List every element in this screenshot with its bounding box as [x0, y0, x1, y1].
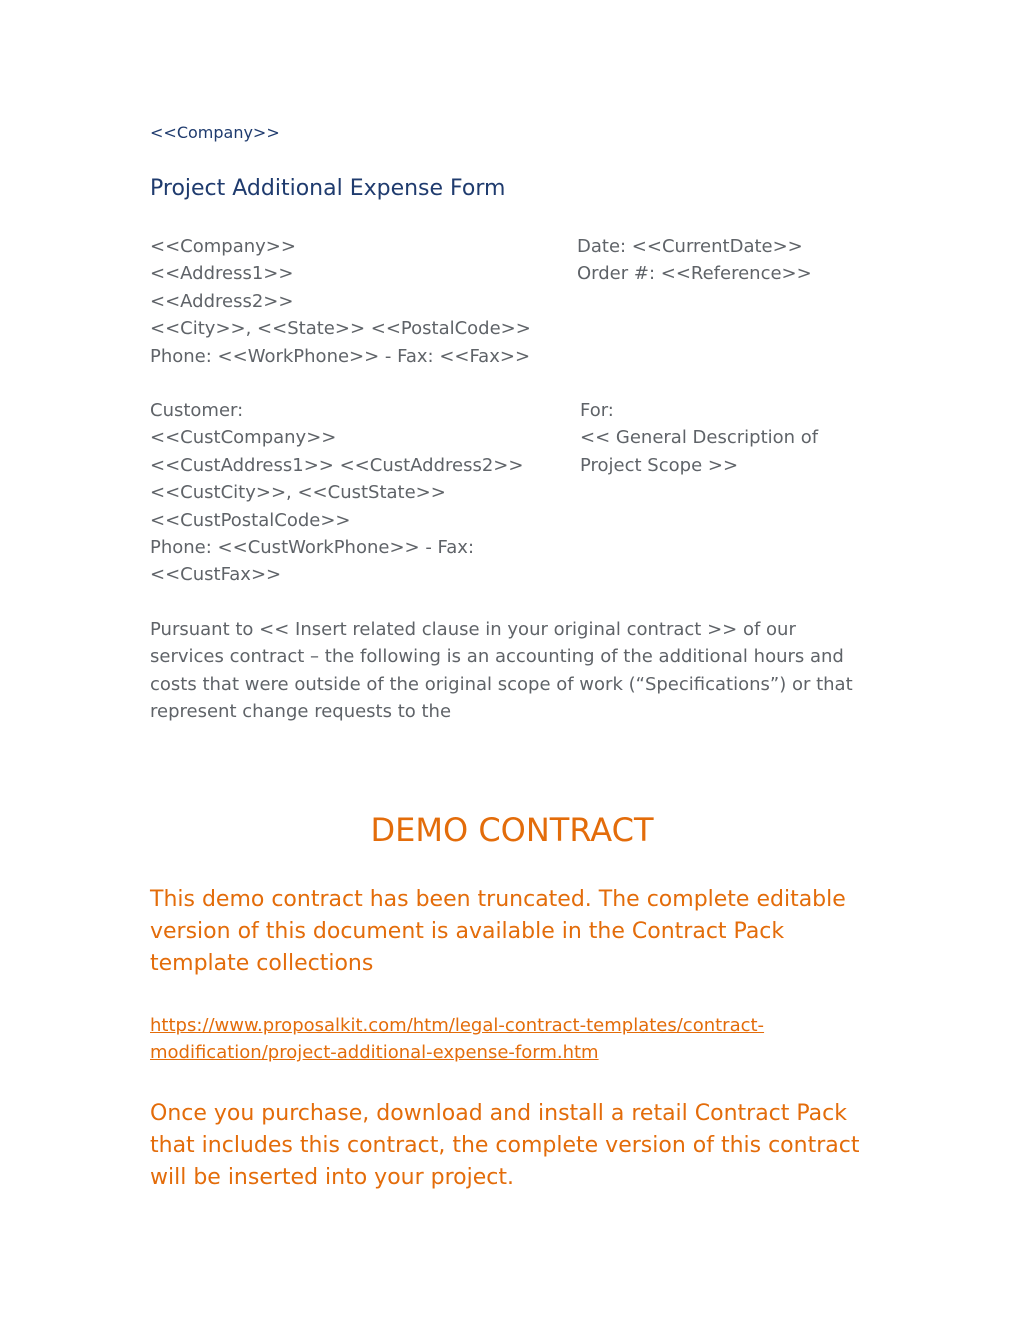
purchase-notice: Once you purchase, download and install a retail Contract Pack that includes this contract, the complete version of this contract will be inserted into your project. — [150, 1101, 860, 1190]
customer-block — [150, 397, 523, 589]
company-address2: <<Address2>> — [150, 290, 294, 312]
customer-postal: <<CustPostalCode>> — [150, 509, 351, 531]
customer-addresses: <<CustAddress1>> <<CustAddress2>> — [150, 454, 524, 476]
company-phone-fax: Phone: <<WorkPhone>> - Fax: <<Fax>> — [150, 345, 531, 367]
current-date: Date: <<CurrentDate>> — [577, 236, 803, 257]
proposalkit-link[interactable] — [150, 1012, 764, 1067]
demo-contract-title: DEMO CONTRACT — [370, 811, 654, 849]
customer-company: <<CustCompany>> — [150, 427, 337, 449]
customer-phone-fax: Phone: <<CustWorkPhone>> - Fax: — [150, 537, 475, 559]
customer-label: Customer: — [150, 400, 244, 421]
header-company: <<Company>> — [150, 123, 280, 142]
order-meta-block — [577, 233, 812, 288]
proposalkit-link-line2[interactable]: modification/project-additional-expense-form.htm — [150, 1042, 599, 1064]
pursuant-paragraph: Pursuant to << Insert related clause in your original contract >> of our services contract – the following is an accounting of the additional hours and costs that were outside of the original scope of work (“Specifications”) or that represent change requests to the — [150, 619, 853, 723]
customer-city-state: <<CustCity>>, <<CustState>> — [150, 482, 446, 504]
proposalkit-link-line1[interactable]: https://www.proposalkit.com/htm/legal-contract-templates/contract- — [150, 1015, 765, 1036]
customer-fax: <<CustFax>> — [150, 564, 282, 586]
company-name: <<Company>> — [150, 236, 296, 257]
project-scope-line2: Project Scope >> — [580, 454, 739, 476]
company-address1: <<Address1>> — [150, 263, 294, 285]
order-reference: Order #: <<Reference>> — [577, 263, 812, 285]
company-city-state-postal: <<City>>, <<State>> <<PostalCode>> — [150, 318, 531, 340]
for-block — [580, 397, 818, 479]
company-address-block — [150, 233, 531, 370]
document-title: Project Additional Expense Form — [150, 176, 506, 201]
for-label: For: — [580, 400, 614, 421]
project-scope-line1: << General Description of — [580, 427, 819, 449]
truncated-notice: This demo contract has been truncated. The complete editable version of this document is available in the Contract Pack template collections — [150, 887, 846, 976]
